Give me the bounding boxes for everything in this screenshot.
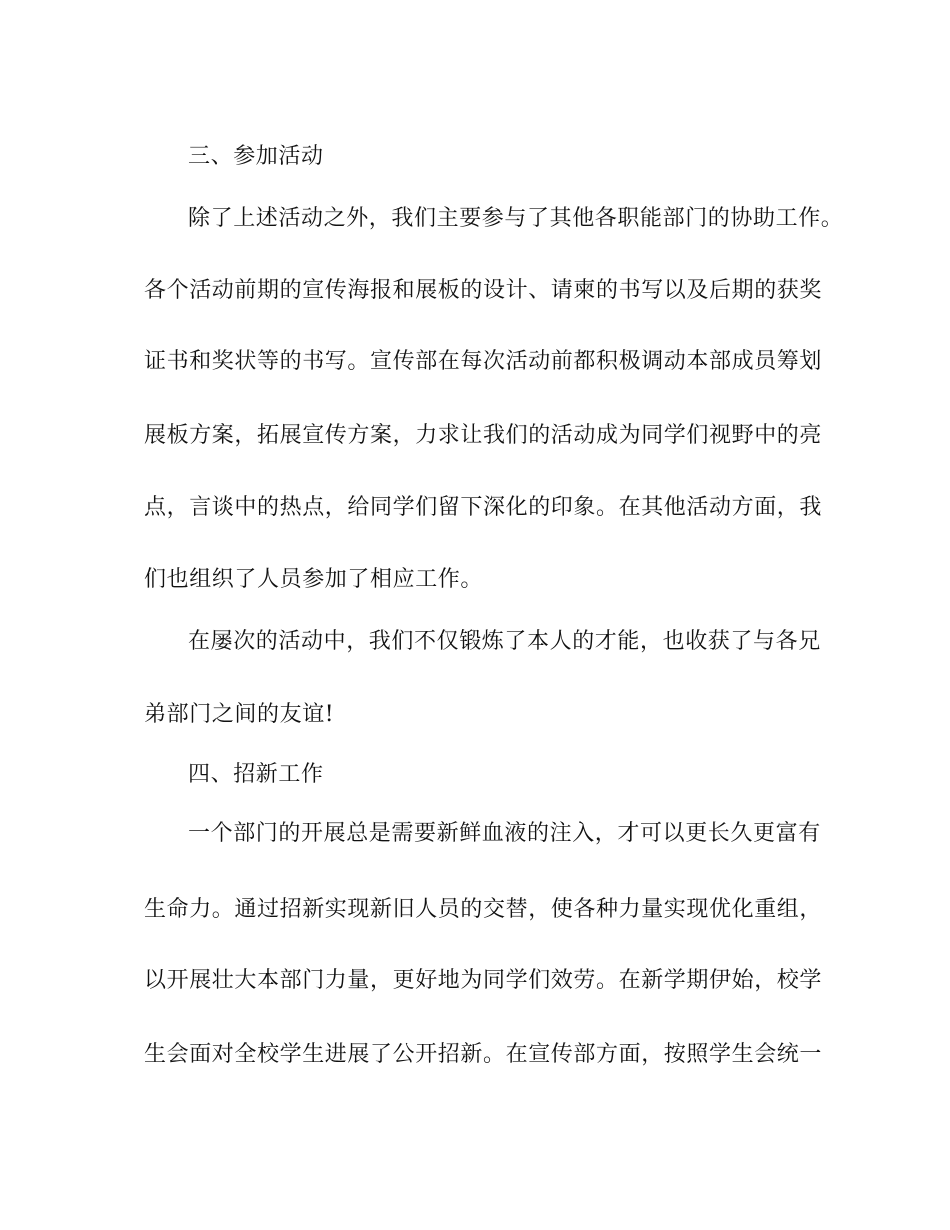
paragraph-line: 展板方案，拓展宣传方案，力求让我们的活动成为同学们视野中的亮 — [144, 423, 823, 448]
paragraph-line: 各个活动前期的宣传海报和展板的设计、请柬的书写以及后期的获奖 — [144, 278, 823, 303]
paragraph-line: 除了上述活动之外，我们主要参与了其他各职能部门的协助工作。 — [188, 206, 844, 231]
paragraph-line: 们也组织了人员参加了相应工作。 — [144, 567, 484, 592]
paragraph-line: 一个部门的开展总是需要新鲜血液的注入，才可以更长久更富有 — [188, 821, 821, 846]
section-heading-4: 四、招新工作 — [188, 762, 324, 787]
paragraph-line: 以开展壮大本部门力量，更好地为同学们效劳。在新学期伊始，校学 — [144, 968, 823, 993]
paragraph-line: 生会面对全校学生进展了公开招新。在宣传部方面，按照学生会统一 — [144, 1042, 823, 1067]
paragraph-line: 弟部门之间的友谊! — [144, 702, 335, 727]
section-heading-3: 三、参加活动 — [188, 144, 324, 169]
paragraph-line: 在屡次的活动中，我们不仅锻炼了本人的才能，也收获了与各兄 — [188, 629, 821, 654]
paragraph-line: 生命力。通过招新实现新旧人员的交替，使各种力量实现优化重组， — [144, 897, 823, 922]
paragraph-line: 点，言谈中的热点，给同学们留下深化的印象。在其他活动方面，我 — [144, 495, 823, 520]
paragraph-line: 证书和奖状等的书写。宣传部在每次活动前都积极调动本部成员筹划 — [144, 349, 823, 374]
